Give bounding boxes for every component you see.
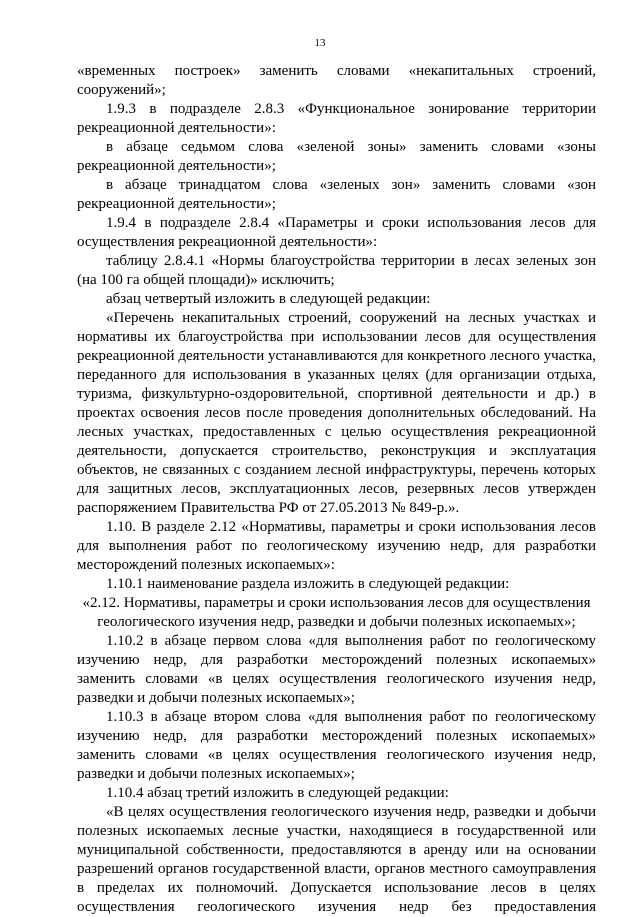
paragraph: в абзаце седьмом слова «зеленой зоны» заменить словами «зоны рекреационной деятельности»; [77, 139, 596, 174]
paragraph: 1.9.3 в подразделе 2.8.3 «Функциональное зонирование территории рекреационной деятельности»: [77, 101, 596, 136]
paragraph: 1.10.3 в абзаце втором слова «для выполнения работ по геологическому изучению недр, для разработки месторождений полезных ископаемых» заменить словами «в целях осуществления геологического изучения недр, разведки и добычи полезных ископаемых»; [77, 709, 596, 782]
page-number: 13 [314, 37, 326, 49]
paragraph: «временных построек» заменить словами «некапитальных строений, сооружений»; [77, 63, 596, 98]
paragraph: абзац четвертый изложить в следующей редакции: [106, 291, 431, 307]
document-body [77, 62, 596, 917]
paragraph: 1.10.4 абзац третий изложить в следующей редакции: [106, 785, 449, 801]
paragraph: 1.10.1 наименование раздела изложить в следующей редакции: [106, 576, 510, 592]
quoted-paragraph: «Перечень некапитальных строений, сооружений на лесных участках и нормативы их благоустройства при использовании лесов для осуществления рекреационной деятельности устанавливаются для конкретного лесного участка, переданного для использования в указанных целях (для организации отдыха, туризма, физкультурно-оздоровительной, спортивной деятельности и др.) в проектах освоения лесов после проведения дополнительных обследований. На лесных участках, предоставленных с целью осуществления рекреационной деятельности, допускается строительство, реконструкция и эксплуатация объектов, не связанных с созданием лесной инфраструктуры, перечень которых для защитных лесов, эксплуатационных лесов, резервных лесов утвержден распоряжением Правительства РФ от 27.05.2013 № 849-р.». [77, 310, 596, 516]
paragraph: 1.9.4 в подразделе 2.8.4 «Параметры и сроки использования лесов для осуществления рекреационной деятельности»: [77, 215, 596, 250]
paragraph: 1.10. В разделе 2.12 «Нормативы, параметры и сроки использования лесов для выполнения работ по геологическому изучению недр, для разработки месторождений полезных ископаемых»: [77, 519, 596, 573]
section-title-quote: «2.12. Нормативы, параметры и сроки использования лесов для осуществления геологического изучения недр, разведки и добычи полезных ископаемых»; [82, 595, 591, 630]
quoted-paragraph: «В целях осуществления геологического изучения недр, разведки и добычи полезных ископаемых лесные участки, находящиеся в государственной или муниципальной собственности, предоставляются в аренду или на основании разрешений органов государственной власти, органов местного самоуправления в пределах их полномочий. Допускается использование лесов в целях осуществления геологического изучения недр без предоставления [77, 804, 596, 915]
paragraph: таблицу 2.8.4.1 «Нормы благоустройства территории в лесах зеленых зон (на 100 га общей площади)» исключить; [77, 253, 596, 288]
paragraph: в абзаце тринадцатом слова «зеленых зон» заменить словами «зон рекреационной деятельности»; [77, 177, 596, 212]
paragraph: 1.10.2 в абзаце первом слова «для выполнения работ по геологическому изучению недр, для разработки месторождений полезных ископаемых» заменить словами «в целях осуществления геологического изучения недр, разведки и добычи полезных ископаемых»; [77, 633, 596, 706]
